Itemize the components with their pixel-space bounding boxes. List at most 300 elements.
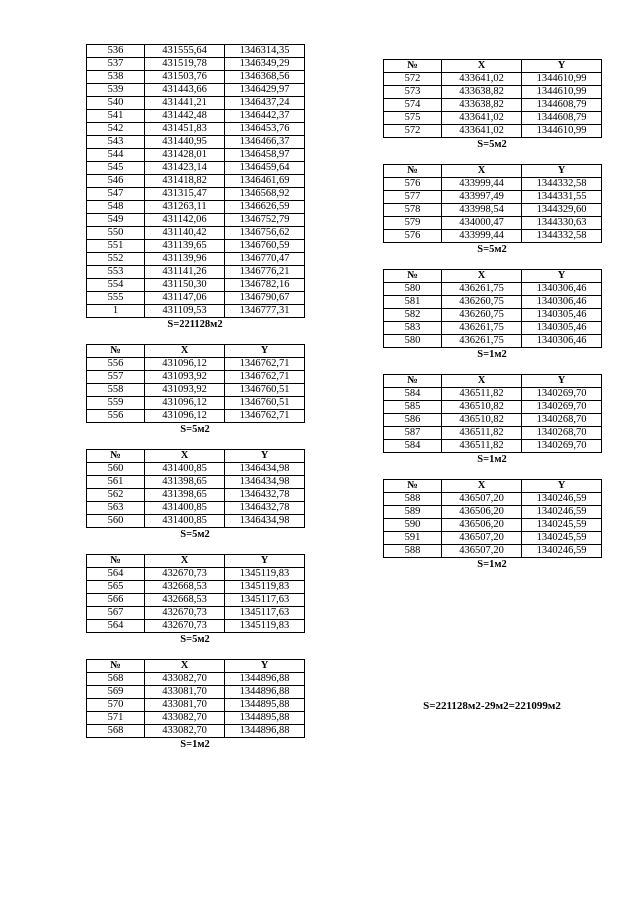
coord-x: 436507,20 [442, 545, 522, 558]
table-row [87, 84, 305, 97]
table-row [384, 427, 602, 440]
coord-x: 431400,85 [145, 502, 225, 515]
coord-x: 431400,85 [145, 463, 225, 476]
point-number: 588 [384, 545, 442, 558]
point-number: 558 [87, 384, 145, 397]
table-row [87, 594, 305, 607]
point-number: 583 [384, 322, 442, 335]
coord-y: 1344330,63 [522, 217, 602, 230]
point-number: 564 [87, 620, 145, 633]
point-number: 550 [87, 227, 145, 240]
area-label: S=1м2 [477, 559, 507, 570]
coord-x: 431503,76 [145, 71, 225, 84]
coord-y: 1346429,97 [225, 84, 305, 97]
area-label: S=5м2 [180, 634, 210, 645]
point-number: 578 [384, 204, 442, 217]
point-number: 572 [384, 125, 442, 138]
coord-x: 432670,73 [145, 607, 225, 620]
table-row [384, 73, 602, 86]
point-number: 542 [87, 123, 145, 136]
area-label: S=5м2 [477, 244, 507, 255]
coord-y: 1340246,59 [522, 493, 602, 506]
header-number: № [384, 375, 442, 388]
point-number: 576 [384, 178, 442, 191]
table-row [87, 699, 305, 712]
coord-x: 431400,85 [145, 515, 225, 528]
area-label: S=5м2 [180, 424, 210, 435]
point-number: 587 [384, 427, 442, 440]
coord-x: 432668,53 [145, 581, 225, 594]
table-row [384, 335, 602, 348]
header-row [384, 60, 602, 73]
table-row [87, 384, 305, 397]
coord-x: 432670,73 [145, 620, 225, 633]
point-number: 557 [87, 371, 145, 384]
coordinate-block [383, 374, 601, 466]
table-row [87, 410, 305, 423]
header-row [87, 345, 305, 358]
table-row [384, 178, 602, 191]
coord-x: 431442,48 [145, 110, 225, 123]
coord-x: 433638,82 [442, 86, 522, 99]
table-row [87, 71, 305, 84]
coord-y: 1344610,99 [522, 86, 602, 99]
table-row [87, 214, 305, 227]
header-row [384, 480, 602, 493]
table-row [384, 545, 602, 558]
coord-y: 1346762,71 [225, 358, 305, 371]
coord-y: 1344610,99 [522, 73, 602, 86]
coord-x: 434000,47 [442, 217, 522, 230]
point-number: 565 [87, 581, 145, 594]
header-row [384, 165, 602, 178]
coordinate-table [383, 479, 602, 558]
coord-x: 436261,75 [442, 283, 522, 296]
coord-y: 1346437,24 [225, 97, 305, 110]
table-row [87, 123, 305, 136]
coord-y: 1340246,59 [522, 506, 602, 519]
coord-x: 431096,12 [145, 397, 225, 410]
coord-x: 431096,12 [145, 358, 225, 371]
table-row [384, 414, 602, 427]
point-number: 552 [87, 253, 145, 266]
point-number: 541 [87, 110, 145, 123]
header-x: X [442, 270, 522, 283]
table-row [87, 515, 305, 528]
table-row [384, 112, 602, 125]
coord-x: 431093,92 [145, 371, 225, 384]
point-number: 580 [384, 335, 442, 348]
point-number: 555 [87, 292, 145, 305]
point-number: 544 [87, 149, 145, 162]
point-number: 537 [87, 58, 145, 71]
coord-y: 1346760,59 [225, 240, 305, 253]
table-row [87, 279, 305, 292]
point-number: 575 [384, 112, 442, 125]
coord-x: 433081,70 [145, 699, 225, 712]
point-number: 589 [384, 506, 442, 519]
header-number: № [384, 270, 442, 283]
coordinate-table [86, 554, 305, 633]
table-row [87, 149, 305, 162]
total-area: S=221128м2-29м2=221099м2 [423, 700, 561, 712]
point-number: 543 [87, 136, 145, 149]
table-row [87, 371, 305, 384]
coord-y: 1344332,58 [522, 230, 602, 243]
coordinate-table [86, 449, 305, 528]
coord-x: 436260,75 [442, 309, 522, 322]
point-number: 572 [384, 73, 442, 86]
coord-y: 1345119,83 [225, 620, 305, 633]
header-y: Y [522, 480, 602, 493]
coordinate-block [86, 659, 304, 751]
area-label: S=5м2 [477, 139, 507, 150]
header-row [384, 270, 602, 283]
coord-x: 431139,65 [145, 240, 225, 253]
coord-y: 1346770,47 [225, 253, 305, 266]
header-number: № [384, 165, 442, 178]
coord-x: 436507,20 [442, 493, 522, 506]
point-number: 590 [384, 519, 442, 532]
header-x: X [145, 450, 225, 463]
table-row [384, 440, 602, 453]
coordinate-table [86, 659, 305, 738]
coord-y: 1346442,37 [225, 110, 305, 123]
table-row [87, 227, 305, 240]
point-number: 584 [384, 440, 442, 453]
coord-y: 1346762,71 [225, 410, 305, 423]
coord-x: 431423,14 [145, 162, 225, 175]
point-number: 1 [87, 305, 145, 318]
coordinate-block [86, 44, 304, 331]
table-row [384, 309, 602, 322]
coord-y: 1346349,29 [225, 58, 305, 71]
coord-x: 431428,01 [145, 149, 225, 162]
point-number: 553 [87, 266, 145, 279]
coord-y: 1340306,46 [522, 335, 602, 348]
point-number: 560 [87, 463, 145, 476]
coord-y: 1346626,59 [225, 201, 305, 214]
coord-x: 433638,82 [442, 99, 522, 112]
coord-y: 1346368,56 [225, 71, 305, 84]
coord-y: 1340269,70 [522, 388, 602, 401]
coord-y: 1346762,71 [225, 371, 305, 384]
header-x: X [442, 480, 522, 493]
point-number: 556 [87, 358, 145, 371]
header-row [87, 660, 305, 673]
coord-x: 433997,49 [442, 191, 522, 204]
table-row [87, 201, 305, 214]
coordinate-table [86, 344, 305, 423]
area-label: S=1м2 [477, 349, 507, 360]
coord-x: 436260,75 [442, 296, 522, 309]
point-number: 576 [384, 230, 442, 243]
table-row [87, 292, 305, 305]
point-number: 549 [87, 214, 145, 227]
coord-x: 433082,70 [145, 712, 225, 725]
header-y: Y [522, 165, 602, 178]
point-number: 570 [87, 699, 145, 712]
coord-y: 1340305,46 [522, 322, 602, 335]
point-number: 577 [384, 191, 442, 204]
coord-x: 433082,70 [145, 673, 225, 686]
header-number: № [384, 60, 442, 73]
coord-y: 1340245,59 [522, 532, 602, 545]
table-row [87, 266, 305, 279]
header-y: Y [522, 270, 602, 283]
table-row [384, 519, 602, 532]
coord-x: 436511,82 [442, 427, 522, 440]
coordinate-block [86, 344, 304, 436]
header-x: X [442, 165, 522, 178]
coord-y: 1346756,62 [225, 227, 305, 240]
coord-x: 436261,75 [442, 322, 522, 335]
table-row [384, 401, 602, 414]
table-row [384, 204, 602, 217]
coordinate-block [383, 59, 601, 151]
coord-x: 431142,06 [145, 214, 225, 227]
coordinate-table [383, 164, 602, 243]
table-row [87, 476, 305, 489]
right-column [383, 59, 601, 584]
table-row [87, 45, 305, 58]
point-number: 591 [384, 532, 442, 545]
left-column [86, 44, 304, 764]
header-number: № [87, 660, 145, 673]
table-row [384, 125, 602, 138]
coord-y: 1346461,69 [225, 175, 305, 188]
coordinate-block [383, 479, 601, 571]
header-x: X [145, 555, 225, 568]
table-row [87, 502, 305, 515]
coord-y: 1346760,51 [225, 384, 305, 397]
coord-x: 433999,44 [442, 178, 522, 191]
point-number: 585 [384, 401, 442, 414]
coord-x: 432670,73 [145, 568, 225, 581]
area-label: S=1м2 [180, 739, 210, 750]
coord-x: 431451,83 [145, 123, 225, 136]
point-number: 573 [384, 86, 442, 99]
coordinate-block [86, 554, 304, 646]
coord-x: 436511,82 [442, 388, 522, 401]
coord-y: 1344896,88 [225, 673, 305, 686]
table-row [87, 188, 305, 201]
table-row [87, 673, 305, 686]
table-row [87, 162, 305, 175]
coord-y: 1344608,79 [522, 112, 602, 125]
point-number: 561 [87, 476, 145, 489]
point-number: 586 [384, 414, 442, 427]
coord-x: 431147,06 [145, 292, 225, 305]
coord-y: 1345117,63 [225, 594, 305, 607]
coord-y: 1346776,21 [225, 266, 305, 279]
point-number: 579 [384, 217, 442, 230]
point-number: 545 [87, 162, 145, 175]
coord-x: 431398,65 [145, 489, 225, 502]
point-number: 568 [87, 673, 145, 686]
table-row [87, 620, 305, 633]
table-row [384, 217, 602, 230]
coordinate-table [383, 59, 602, 138]
coord-y: 1346782,16 [225, 279, 305, 292]
point-number: 582 [384, 309, 442, 322]
table-row [87, 240, 305, 253]
table-row [87, 97, 305, 110]
table-row [87, 712, 305, 725]
point-number: 569 [87, 686, 145, 699]
header-row [384, 375, 602, 388]
coord-y: 1344329,60 [522, 204, 602, 217]
table-row [87, 397, 305, 410]
area-label: S=1м2 [477, 454, 507, 465]
table-row [384, 493, 602, 506]
point-number: 562 [87, 489, 145, 502]
table-row [87, 607, 305, 620]
table-row [87, 305, 305, 318]
table-row [87, 463, 305, 476]
table-row [87, 175, 305, 188]
point-number: 546 [87, 175, 145, 188]
coord-x: 436510,82 [442, 401, 522, 414]
coord-x: 431109,53 [145, 305, 225, 318]
header-x: X [442, 60, 522, 73]
coord-x: 433641,02 [442, 125, 522, 138]
point-number: 588 [384, 493, 442, 506]
table-row [87, 581, 305, 594]
header-number: № [87, 555, 145, 568]
coord-y: 1345119,83 [225, 581, 305, 594]
coord-x: 431150,30 [145, 279, 225, 292]
coord-y: 1345117,63 [225, 607, 305, 620]
coord-y: 1346760,51 [225, 397, 305, 410]
point-number: 554 [87, 279, 145, 292]
table-row [384, 230, 602, 243]
coord-x: 431440,95 [145, 136, 225, 149]
point-number: 564 [87, 568, 145, 581]
coord-x: 436506,20 [442, 506, 522, 519]
coord-y: 1346466,37 [225, 136, 305, 149]
table-row [87, 58, 305, 71]
area-label: S=221128м2 [167, 319, 223, 330]
point-number: 559 [87, 397, 145, 410]
coord-y: 1340269,70 [522, 440, 602, 453]
coord-y: 1346568,92 [225, 188, 305, 201]
coord-x: 436507,20 [442, 532, 522, 545]
header-number: № [87, 450, 145, 463]
coord-x: 432668,53 [145, 594, 225, 607]
coord-x: 431398,65 [145, 476, 225, 489]
point-number: 584 [384, 388, 442, 401]
coord-y: 1345119,83 [225, 568, 305, 581]
coord-y: 1346432,78 [225, 489, 305, 502]
coord-y: 1346453,76 [225, 123, 305, 136]
coord-x: 433082,70 [145, 725, 225, 738]
coord-y: 1340306,46 [522, 296, 602, 309]
table-row [87, 136, 305, 149]
coord-x: 436506,20 [442, 519, 522, 532]
header-y: Y [522, 375, 602, 388]
coordinate-table [383, 374, 602, 453]
coord-x: 433641,02 [442, 73, 522, 86]
coord-y: 1346752,79 [225, 214, 305, 227]
point-number: 536 [87, 45, 145, 58]
point-number: 540 [87, 97, 145, 110]
header-number: № [87, 345, 145, 358]
coord-x: 433081,70 [145, 686, 225, 699]
coord-x: 433999,44 [442, 230, 522, 243]
coord-y: 1340245,59 [522, 519, 602, 532]
coord-y: 1346459,64 [225, 162, 305, 175]
coord-x: 431519,78 [145, 58, 225, 71]
header-x: X [145, 345, 225, 358]
coord-y: 1346434,98 [225, 476, 305, 489]
header-row [87, 555, 305, 568]
table-row [87, 489, 305, 502]
coord-y: 1340269,70 [522, 401, 602, 414]
table-row [87, 686, 305, 699]
coord-x: 431443,66 [145, 84, 225, 97]
coord-y: 1340246,59 [522, 545, 602, 558]
coordinate-block [86, 449, 304, 541]
coord-y: 1344895,88 [225, 699, 305, 712]
point-number: 571 [87, 712, 145, 725]
coord-x: 431096,12 [145, 410, 225, 423]
header-x: X [145, 660, 225, 673]
coord-y: 1344896,88 [225, 725, 305, 738]
point-number: 563 [87, 502, 145, 515]
table-row [384, 191, 602, 204]
point-number: 551 [87, 240, 145, 253]
coord-x: 431263,11 [145, 201, 225, 214]
coord-x: 431418,82 [145, 175, 225, 188]
coord-y: 1340305,46 [522, 309, 602, 322]
coord-x: 433641,02 [442, 112, 522, 125]
point-number: 556 [87, 410, 145, 423]
header-y: Y [225, 450, 305, 463]
header-y: Y [225, 555, 305, 568]
coord-x: 431141,26 [145, 266, 225, 279]
table-row [384, 99, 602, 112]
header-y: Y [225, 345, 305, 358]
header-y: Y [225, 660, 305, 673]
coord-x: 431315,47 [145, 188, 225, 201]
point-number: 567 [87, 607, 145, 620]
coord-y: 1344608,79 [522, 99, 602, 112]
coord-y: 1346434,98 [225, 515, 305, 528]
coordinate-block [383, 269, 601, 361]
coord-x: 436510,82 [442, 414, 522, 427]
coord-y: 1346458,97 [225, 149, 305, 162]
point-number: 574 [384, 99, 442, 112]
point-number: 566 [87, 594, 145, 607]
coord-y: 1346777,31 [225, 305, 305, 318]
coord-x: 436261,75 [442, 335, 522, 348]
coord-x: 431555,64 [145, 45, 225, 58]
header-number: № [384, 480, 442, 493]
table-row [87, 568, 305, 581]
table-row [87, 725, 305, 738]
table-row [384, 86, 602, 99]
coord-y: 1346790,67 [225, 292, 305, 305]
coord-x: 431140,42 [145, 227, 225, 240]
point-number: 560 [87, 515, 145, 528]
point-number: 538 [87, 71, 145, 84]
table-row [87, 110, 305, 123]
table-row [384, 506, 602, 519]
coord-x: 431139,96 [145, 253, 225, 266]
coord-y: 1346314,35 [225, 45, 305, 58]
point-number: 547 [87, 188, 145, 201]
